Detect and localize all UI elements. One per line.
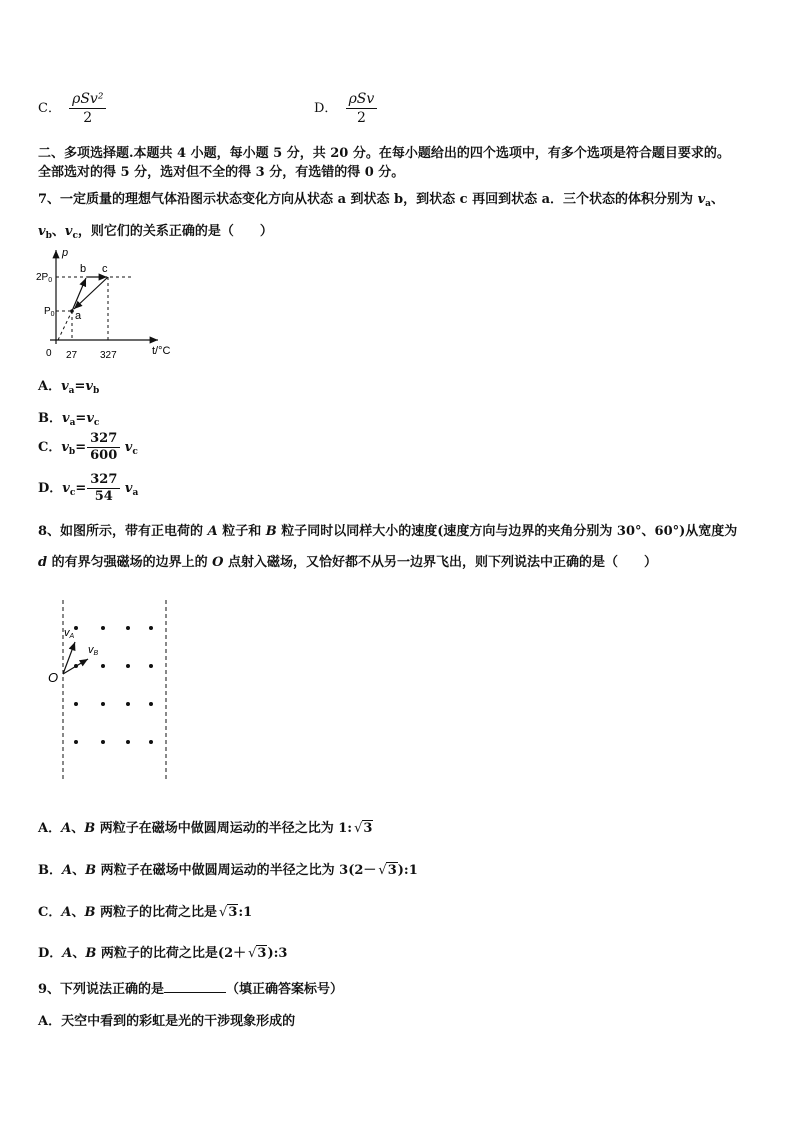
q7-option-c: [38, 431, 138, 464]
var-sub: a: [68, 386, 75, 396]
tick-p0: $P_0$: [44, 306, 55, 318]
q7-option-a: [38, 375, 99, 396]
fraction-denominator: 600: [90, 448, 118, 463]
tick-2p0: $2P_0$: [36, 272, 53, 284]
option-letter: B．: [38, 411, 62, 426]
q7-stem-text: 7、一定质量的理想气体沿图示状态变化方向从状态 a 到状态 b，到状态 c 再回到状态 a．三个状态的体积分别为: [38, 192, 698, 207]
particle-a: A: [61, 821, 72, 836]
var-sub: a: [69, 418, 76, 428]
particle-b: B: [85, 946, 97, 961]
var: v: [124, 440, 133, 455]
option-letter: C．: [38, 101, 61, 116]
option-letter: D．: [38, 481, 63, 496]
particle-a: A: [62, 863, 73, 878]
separator: 、: [711, 192, 725, 207]
var-sub: c: [132, 447, 138, 457]
var: v: [86, 411, 94, 426]
var-sub: c: [69, 488, 76, 498]
separator: 、: [72, 863, 86, 878]
option-tail: ):3: [267, 946, 288, 961]
velocity-b-arrow: [63, 659, 88, 674]
option-letter: D．: [314, 101, 338, 116]
fraction: [87, 472, 120, 505]
particle-a: A: [61, 905, 72, 920]
fraction-denominator: 54: [94, 489, 113, 504]
var: v: [62, 481, 70, 496]
var-va: v: [697, 192, 706, 207]
q7-pt-graph: [30, 244, 180, 364]
answer-blank[interactable]: [164, 980, 226, 993]
origin-label: 0: [46, 348, 52, 359]
q8-option-d: [38, 942, 287, 961]
field-dots: [74, 626, 153, 744]
option-letter: C．: [38, 905, 62, 920]
point-a-label: a: [75, 310, 82, 322]
q8-text: 粒子同时以同样大小的速度(速度方向与边界的夹角分别为 30°、60°)从宽度为: [276, 524, 738, 539]
y-axis-label: p: [62, 247, 69, 259]
equals: =: [75, 440, 87, 455]
var: v: [61, 440, 69, 455]
dashed-origin-to-a: [58, 311, 72, 340]
q6-option-c: [38, 90, 106, 127]
sqrt-radicand: √ 3: [256, 945, 267, 961]
q9-stem-tail: （填正确答案标号）: [226, 982, 344, 997]
var: v: [124, 481, 133, 496]
particle-b: B: [84, 905, 96, 920]
var-vb: v: [38, 224, 46, 239]
option-tail: ):1: [397, 863, 418, 878]
point-b-label: b: [80, 263, 87, 275]
point-a-dot: [70, 309, 74, 313]
var: v: [61, 379, 69, 394]
q9-stem-text: 9、下列说法正确的是: [38, 982, 165, 997]
q7-stem-line2: [38, 220, 273, 241]
separator: 、: [51, 224, 65, 239]
q8-option-a: [38, 817, 373, 836]
fraction: [346, 90, 378, 127]
equals: =: [74, 379, 86, 394]
label-va: vA: [64, 627, 75, 640]
option-letter: A．: [38, 1014, 62, 1029]
label-vb: vB: [88, 644, 99, 657]
label-o: O: [48, 670, 59, 685]
var-vc-sub: c: [72, 231, 78, 241]
fraction-denominator: 2: [83, 110, 93, 126]
option-text: 两粒子的比荷之比是(2＋: [100, 946, 247, 961]
fraction-numerator: 327: [87, 472, 120, 489]
q7-option-d: [38, 472, 138, 505]
fraction-denominator: 2: [356, 110, 366, 126]
line-a-to-b: [72, 278, 86, 311]
sqrt-radicand: √ 3: [362, 820, 373, 836]
var-va-sub: a: [705, 199, 711, 209]
q8-stem-line1: [38, 520, 737, 539]
fraction-numerator: 327: [87, 431, 120, 448]
tick-327: 327: [100, 350, 117, 361]
tick-27: 27: [66, 350, 78, 361]
point-c-label: c: [102, 263, 108, 275]
particle-b: B: [85, 863, 97, 878]
q8-text: 的有界匀强磁场的边界上的: [47, 555, 213, 570]
q8-text: 点射入磁场，又恰好都不从另一边界飞出，则下列说法中正确的是（ ）: [223, 555, 658, 570]
option-text: 两粒子在磁场中做圆周运动的半径之比为 3(2－: [100, 863, 377, 878]
equals: =: [75, 481, 87, 496]
sqrt-radicand: √ 3: [386, 862, 397, 878]
sqrt-radicand: √ 3: [227, 904, 238, 920]
point-o: O: [212, 555, 224, 570]
var: v: [85, 379, 93, 394]
var-sub: b: [68, 447, 76, 457]
option-text: 天空中看到的彩虹是光的干涉现象形成的: [61, 1014, 296, 1029]
fraction-numerator: ρSv: [346, 90, 378, 109]
separator: 、: [72, 946, 86, 961]
particle-a: A: [207, 524, 218, 539]
var-vb-sub: b: [45, 231, 52, 241]
q8-option-b: [38, 859, 418, 878]
q8-field-figure: [40, 596, 180, 786]
q8-stem-line2: [38, 551, 657, 570]
var-vc: v: [64, 224, 73, 239]
option-text: 两粒子在磁场中做圆周运动的半径之比为 1:: [99, 821, 353, 836]
q9-option-a: [38, 1010, 295, 1029]
x-axis-label: t/°C: [152, 345, 171, 357]
option-tail: :1: [238, 905, 253, 920]
separator: 、: [71, 905, 85, 920]
q9-stem: [38, 978, 343, 997]
q7-stem-tail: ，则它们的关系正确的是（ ）: [77, 224, 273, 239]
fraction: [69, 90, 106, 127]
velocity-a-arrow: [63, 642, 75, 674]
option-letter: D．: [38, 946, 63, 961]
var: v: [62, 411, 70, 426]
q7-option-b: [38, 407, 99, 428]
q8-text: 粒子和: [217, 524, 266, 539]
option-letter: B．: [38, 863, 62, 878]
q7-stem-line1: [38, 188, 724, 209]
var-sub: b: [92, 386, 100, 396]
q6-option-d: [314, 90, 377, 127]
option-letter: A．: [38, 379, 62, 394]
fraction: [87, 431, 120, 464]
fraction-numerator: ρSv²: [69, 90, 106, 109]
particle-b: B: [84, 821, 96, 836]
width-d: d: [38, 555, 48, 570]
separator: 、: [71, 821, 85, 836]
option-text: 两粒子的比荷之比是: [100, 905, 218, 920]
section2-instructions-line1: 二、多项选择题.本题共 4 小题，每小题 5 分，共 20 分。在每小题给出的四个选项中，有多个选项是符合题目要求的。: [38, 146, 730, 161]
section2-instructions-line2: 全部选对的得 5 分，选对但不全的得 3 分，有选错的得 0 分。: [38, 165, 405, 180]
particle-a: A: [62, 946, 73, 961]
particle-b: B: [265, 524, 277, 539]
q8-text: 8、如图所示，带有正电荷的: [38, 524, 208, 539]
q8-option-c: [38, 901, 252, 920]
option-letter: C．: [38, 440, 62, 455]
var-sub: c: [93, 418, 100, 428]
equals: =: [75, 411, 87, 426]
option-letter: A．: [38, 821, 62, 836]
var-sub: a: [132, 488, 139, 498]
